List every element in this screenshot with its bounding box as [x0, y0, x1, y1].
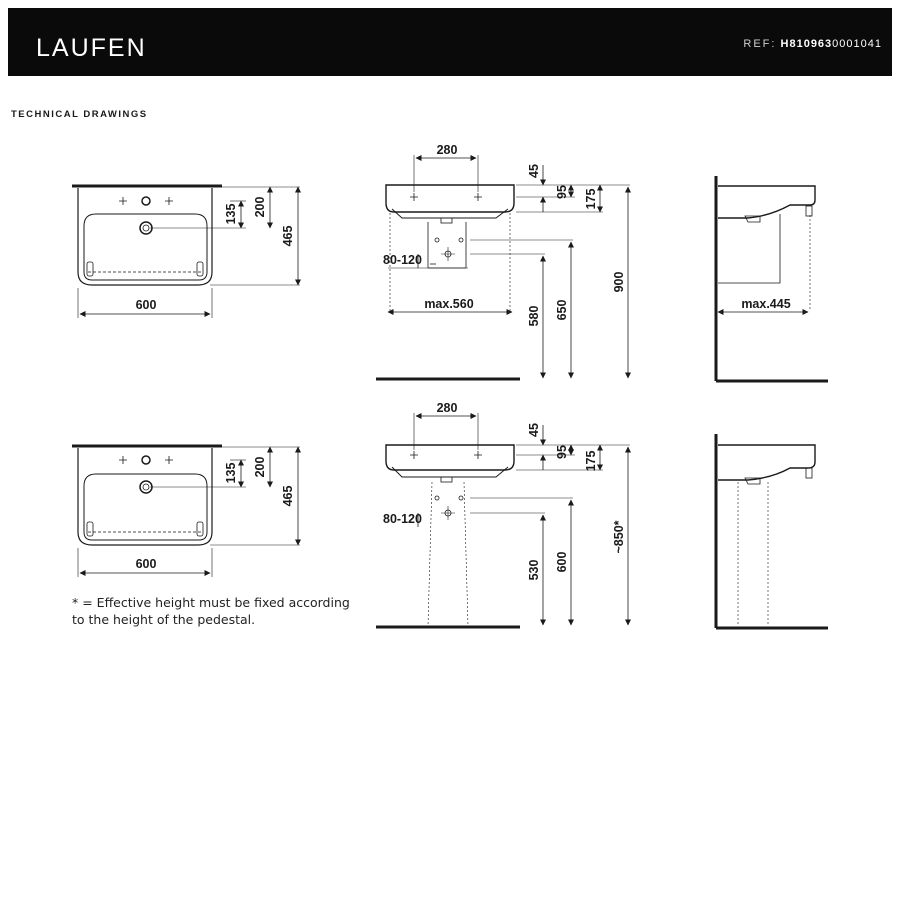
dim-front-tap-height-bottom: 95	[555, 445, 569, 459]
dim-front-rim-bottom: 45	[527, 423, 541, 437]
dim-plan-outlet-bottom: 135	[224, 462, 238, 484]
dim-front-max-trap-top: max.560	[424, 297, 474, 311]
dim-plan-width-bottom: 600	[135, 557, 157, 571]
dim-plan-width-top: 600	[135, 298, 157, 312]
side-view-top	[716, 176, 828, 381]
ref-code-suffix: 0001041	[832, 38, 882, 50]
dim-plan-depth-top: 465	[281, 225, 295, 247]
section-title: TECHNICAL DRAWINGS	[11, 109, 148, 120]
dim-front-fixing-top: 80-120	[383, 253, 422, 267]
side-view-bottom	[716, 434, 828, 628]
dim-front-rim-height-bottom: ~850*	[612, 520, 626, 554]
dim-side-max-depth-top: max.445	[741, 297, 791, 311]
dim-plan-taphole-bottom: 200	[253, 456, 267, 478]
dim-front-rim-height-top: 900	[612, 271, 626, 293]
dim-front-tap-height-top: 95	[555, 185, 569, 199]
dim-plan-depth-bottom: 465	[281, 485, 295, 507]
dim-front-waste-height-top: 580	[527, 305, 541, 327]
dim-front-tap-spacing-bottom: 280	[436, 401, 458, 415]
dim-plan-outlet-top: 135	[224, 203, 238, 225]
note-line-1: * = Effective height must be fixed according	[72, 595, 350, 610]
dim-front-fixing-height-bottom: 600	[555, 551, 569, 573]
dim-front-rim-top: 45	[527, 164, 541, 178]
dim-front-fixing-bottom: 80-120	[383, 512, 422, 526]
ref-code-bold: H810963	[780, 38, 833, 50]
dim-front-bowl-bottom: 175	[584, 450, 598, 472]
dim-plan-taphole-top: 200	[253, 196, 267, 218]
dim-front-waste-height-bottom: 530	[527, 559, 541, 581]
ref-label: REF:	[743, 38, 777, 50]
laufen-logo: LAUFEN	[36, 34, 147, 62]
dim-front-bowl-top: 175	[584, 188, 598, 210]
dim-front-tap-spacing-top: 280	[436, 143, 458, 157]
pedestal-height-note	[72, 594, 350, 628]
note-line-2: to the height of the pedestal.	[72, 612, 256, 627]
dim-front-fixing-height-top: 650	[555, 299, 569, 321]
